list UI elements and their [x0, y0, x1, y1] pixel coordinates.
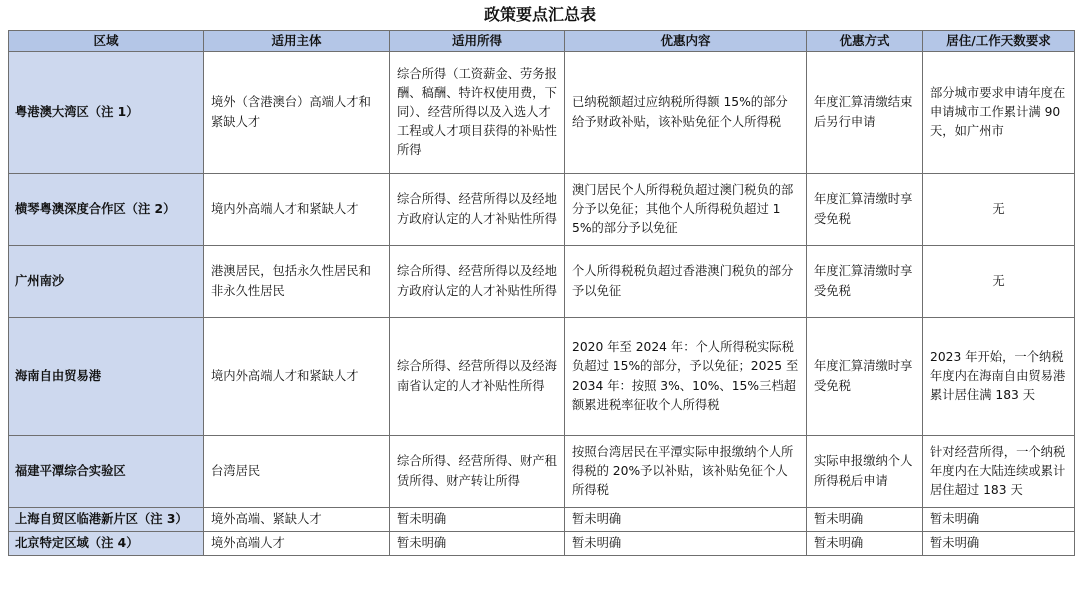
- method-cell: 年度汇算清缴时享受免税: [807, 318, 923, 436]
- income-cell: 暂未明确: [390, 532, 565, 556]
- subject-cell: 台湾居民: [204, 436, 390, 508]
- table-row: [9, 318, 1075, 436]
- income-cell: 综合所得、经营所得以及经海南省认定的人才补贴性所得: [390, 318, 565, 436]
- region-cell: 福建平潭综合实验区: [9, 436, 204, 508]
- method-cell: 实际申报缴纳个人所得税后申请: [807, 436, 923, 508]
- days-cell: 2023 年开始，一个纳税年度内在海南自由贸易港累计居住满 183 天: [923, 318, 1075, 436]
- subject-cell: 境内外高端人才和紧缺人才: [204, 174, 390, 246]
- table-row: [9, 532, 1075, 556]
- table-row: [9, 508, 1075, 532]
- days-cell: 部分城市要求申请年度在申请城市工作累计满 90 天，如广州市: [923, 52, 1075, 174]
- header-days: 居住/工作天数要求: [923, 31, 1075, 52]
- method-cell: 暂未明确: [807, 508, 923, 532]
- region-cell: 横琴粤澳深度合作区（注 2）: [9, 174, 204, 246]
- days-cell: 无: [923, 246, 1075, 318]
- table-row: [9, 436, 1075, 508]
- days-cell: 暂未明确: [923, 532, 1075, 556]
- table-row: [9, 174, 1075, 246]
- subject-cell: 境外高端、紧缺人才: [204, 508, 390, 532]
- income-cell: 综合所得、经营所得、财产租赁所得、财产转让所得: [390, 436, 565, 508]
- days-cell: 针对经营所得，一个纳税年度内在大陆连续或累计居住超过 183 天: [923, 436, 1075, 508]
- income-cell: 综合所得、经营所得以及经地方政府认定的人才补贴性所得: [390, 174, 565, 246]
- subject-cell: 境外高端人才: [204, 532, 390, 556]
- benefit-cell: 暂未明确: [565, 532, 807, 556]
- income-cell: 综合所得、经营所得以及经地方政府认定的人才补贴性所得: [390, 246, 565, 318]
- header-method: 优惠方式: [807, 31, 923, 52]
- region-cell: 上海自贸区临港新片区（注 3）: [9, 508, 204, 532]
- income-cell: 综合所得（工资薪金、劳务报酬、稿酬、特许权使用费，下同）、经营所得以及入选人才工程或人才项目获得的补贴性所得: [390, 52, 565, 174]
- region-cell: 北京特定区域（注 4）: [9, 532, 204, 556]
- days-cell: 暂未明确: [923, 508, 1075, 532]
- header-subject: 适用主体: [204, 31, 390, 52]
- subject-cell: 港澳居民，包括永久性居民和非永久性居民: [204, 246, 390, 318]
- subject-cell: 境内外高端人才和紧缺人才: [204, 318, 390, 436]
- region-cell: 海南自由贸易港: [9, 318, 204, 436]
- method-cell: 年度汇算清缴时享受免税: [807, 246, 923, 318]
- method-cell: 年度汇算清缴结束后另行申请: [807, 52, 923, 174]
- table-header-row: [9, 31, 1075, 52]
- benefit-cell: 暂未明确: [565, 508, 807, 532]
- benefit-cell: 按照台湾居民在平潭实际申报缴纳个人所得税的 20%予以补贴，该补贴免征个人所得税: [565, 436, 807, 508]
- table-row: [9, 246, 1075, 318]
- region-cell: 广州南沙: [9, 246, 204, 318]
- table-row: [9, 52, 1075, 174]
- method-cell: 暂未明确: [807, 532, 923, 556]
- header-region: 区域: [9, 31, 204, 52]
- benefit-cell: 澳门居民个人所得税负超过澳门税负的部分予以免征；其他个人所得税负超过 15%的部分予以免征: [565, 174, 807, 246]
- header-income: 适用所得: [390, 31, 565, 52]
- page-title: 政策要点汇总表: [483, 5, 596, 24]
- header-benefit: 优惠内容: [565, 31, 807, 52]
- days-cell: 无: [923, 174, 1075, 246]
- benefit-cell: 已纳税额超过应纳税所得额 15%的部分给予财政补贴，该补贴免征个人所得税: [565, 52, 807, 174]
- region-cell: 粤港澳大湾区（注 1）: [9, 52, 204, 174]
- benefit-cell: 个人所得税税负超过香港澳门税负的部分予以免征: [565, 246, 807, 318]
- method-cell: 年度汇算清缴时享受免税: [807, 174, 923, 246]
- income-cell: 暂未明确: [390, 508, 565, 532]
- policy-summary-table: [8, 30, 1075, 556]
- benefit-cell: 2020 年至 2024 年：个人所得税实际税负超过 15%的部分，予以免征；2025 至 2034 年：按照 3%、10%、15%三档超额累进税率征收个人所得税: [565, 318, 807, 436]
- subject-cell: 境外（含港澳台）高端人才和紧缺人才: [204, 52, 390, 174]
